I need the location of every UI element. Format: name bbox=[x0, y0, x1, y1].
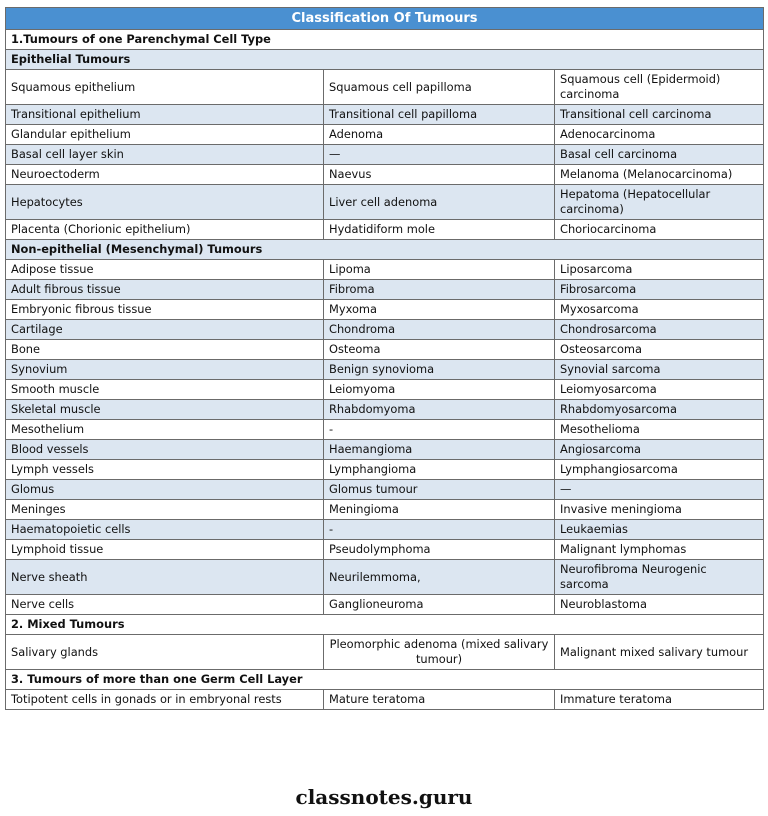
malignant-cell: Lymphangiosarcoma bbox=[555, 460, 764, 480]
table-row bbox=[6, 165, 764, 185]
table-row bbox=[6, 690, 764, 710]
table-row bbox=[6, 540, 764, 560]
footer-watermark: classnotes.guru bbox=[295, 785, 473, 809]
tissue-cell: Adult fibrous tissue bbox=[6, 280, 324, 300]
malignant-cell: Immature teratoma bbox=[555, 690, 764, 710]
tissue-cell: Basal cell layer skin bbox=[6, 145, 324, 165]
tissue-cell: Totipotent cells in gonads or in embryonal rests bbox=[6, 690, 324, 710]
table-row bbox=[6, 440, 764, 460]
subsection-heading: Non-epithelial (Mesenchymal) Tumours bbox=[6, 240, 764, 260]
malignant-cell: Neurofibroma Neurogenic sarcoma bbox=[555, 560, 764, 595]
benign-cell: Benign synovioma bbox=[324, 360, 555, 380]
benign-cell: Mature teratoma bbox=[324, 690, 555, 710]
section-heading: 2. Mixed Tumours bbox=[6, 615, 764, 635]
malignant-cell: Neuroblastoma bbox=[555, 595, 764, 615]
tissue-cell: Smooth muscle bbox=[6, 380, 324, 400]
table-row bbox=[6, 500, 764, 520]
benign-cell: Adenoma bbox=[324, 125, 555, 145]
benign-cell: Lipoma bbox=[324, 260, 555, 280]
table-title: Classification Of Tumours bbox=[6, 8, 764, 30]
classification-table bbox=[5, 7, 764, 710]
malignant-cell: Leukaemias bbox=[555, 520, 764, 540]
tissue-cell: Neuroectoderm bbox=[6, 165, 324, 185]
table-row bbox=[6, 280, 764, 300]
benign-cell: Hydatidiform mole bbox=[324, 220, 555, 240]
tissue-cell: Synovium bbox=[6, 360, 324, 380]
malignant-cell: Liposarcoma bbox=[555, 260, 764, 280]
malignant-cell: Basal cell carcinoma bbox=[555, 145, 764, 165]
benign-cell: Rhabdomyoma bbox=[324, 400, 555, 420]
table-row bbox=[6, 300, 764, 320]
subsection-heading: Epithelial Tumours bbox=[6, 50, 764, 70]
table-row bbox=[6, 320, 764, 340]
tissue-cell: Hepatocytes bbox=[6, 185, 324, 220]
benign-cell: Chondroma bbox=[324, 320, 555, 340]
malignant-cell: Leiomyosarcoma bbox=[555, 380, 764, 400]
tissue-cell: Salivary glands bbox=[6, 635, 324, 670]
malignant-cell: Rhabdomyosarcoma bbox=[555, 400, 764, 420]
tissue-cell: Placenta (Chorionic epithelium) bbox=[6, 220, 324, 240]
benign-cell: Osteoma bbox=[324, 340, 555, 360]
benign-cell: Meningioma bbox=[324, 500, 555, 520]
table-row bbox=[6, 125, 764, 145]
table-row bbox=[6, 260, 764, 280]
malignant-cell: Transitional cell carcinoma bbox=[555, 105, 764, 125]
tissue-cell: Meninges bbox=[6, 500, 324, 520]
benign-cell: Glomus tumour bbox=[324, 480, 555, 500]
table-row bbox=[6, 70, 764, 105]
benign-cell: Leiomyoma bbox=[324, 380, 555, 400]
table-row bbox=[6, 635, 764, 670]
benign-cell: Pseudolymphoma bbox=[324, 540, 555, 560]
tissue-cell: Lymphoid tissue bbox=[6, 540, 324, 560]
table-row bbox=[6, 340, 764, 360]
tissue-cell: Nerve cells bbox=[6, 595, 324, 615]
benign-cell: - bbox=[324, 420, 555, 440]
malignant-cell: Squamous cell (Epidermoid) carcinoma bbox=[555, 70, 764, 105]
tissue-cell: Lymph vessels bbox=[6, 460, 324, 480]
table-row bbox=[6, 185, 764, 220]
malignant-cell: Hepatoma (Hepatocellular carcinoma) bbox=[555, 185, 764, 220]
table-row bbox=[6, 520, 764, 540]
benign-cell: Myxoma bbox=[324, 300, 555, 320]
benign-cell: — bbox=[324, 145, 555, 165]
benign-cell: Transitional cell papilloma bbox=[324, 105, 555, 125]
benign-cell: Pleomorphic adenoma (mixed salivary tumour) bbox=[324, 635, 555, 670]
benign-cell: Lymphangioma bbox=[324, 460, 555, 480]
table-row bbox=[6, 105, 764, 125]
malignant-cell: Malignant mixed salivary tumour bbox=[555, 635, 764, 670]
section-heading: 3. Tumours of more than one Germ Cell Layer bbox=[6, 670, 764, 690]
table-row bbox=[6, 560, 764, 595]
table-row bbox=[6, 360, 764, 380]
tissue-cell: Mesothelium bbox=[6, 420, 324, 440]
malignant-cell: Fibrosarcoma bbox=[555, 280, 764, 300]
malignant-cell: Choriocarcinoma bbox=[555, 220, 764, 240]
table-row bbox=[6, 480, 764, 500]
malignant-cell: Adenocarcinoma bbox=[555, 125, 764, 145]
malignant-cell: Mesothelioma bbox=[555, 420, 764, 440]
benign-cell: Neurilemmoma, bbox=[324, 560, 555, 595]
malignant-cell: Melanoma (Melanocarcinoma) bbox=[555, 165, 764, 185]
table-row bbox=[6, 400, 764, 420]
benign-cell: Haemangioma bbox=[324, 440, 555, 460]
table-row bbox=[6, 595, 764, 615]
malignant-cell: Osteosarcoma bbox=[555, 340, 764, 360]
malignant-cell: Malignant lymphomas bbox=[555, 540, 764, 560]
tissue-cell: Blood vessels bbox=[6, 440, 324, 460]
tissue-cell: Squamous epithelium bbox=[6, 70, 324, 105]
table-row bbox=[6, 460, 764, 480]
benign-cell: Liver cell adenoma bbox=[324, 185, 555, 220]
benign-cell: - bbox=[324, 520, 555, 540]
benign-cell: Ganglioneuroma bbox=[324, 595, 555, 615]
table-row bbox=[6, 380, 764, 400]
tissue-cell: Skeletal muscle bbox=[6, 400, 324, 420]
tissue-cell: Embryonic fibrous tissue bbox=[6, 300, 324, 320]
benign-cell: Squamous cell papilloma bbox=[324, 70, 555, 105]
malignant-cell: Synovial sarcoma bbox=[555, 360, 764, 380]
malignant-cell: Invasive meningioma bbox=[555, 500, 764, 520]
tissue-cell: Adipose tissue bbox=[6, 260, 324, 280]
benign-cell: Fibroma bbox=[324, 280, 555, 300]
tissue-cell: Cartilage bbox=[6, 320, 324, 340]
benign-cell: Naevus bbox=[324, 165, 555, 185]
table-row bbox=[6, 420, 764, 440]
tissue-cell: Bone bbox=[6, 340, 324, 360]
malignant-cell: Myxosarcoma bbox=[555, 300, 764, 320]
malignant-cell: Chondrosarcoma bbox=[555, 320, 764, 340]
table-row bbox=[6, 145, 764, 165]
tissue-cell: Glomus bbox=[6, 480, 324, 500]
tissue-cell: Glandular epithelium bbox=[6, 125, 324, 145]
malignant-cell: Angiosarcoma bbox=[555, 440, 764, 460]
tissue-cell: Nerve sheath bbox=[6, 560, 324, 595]
section-heading: 1.Tumours of one Parenchymal Cell Type bbox=[6, 30, 764, 50]
tissue-cell: Transitional epithelium bbox=[6, 105, 324, 125]
table-row bbox=[6, 220, 764, 240]
malignant-cell: — bbox=[555, 480, 764, 500]
tissue-cell: Haematopoietic cells bbox=[6, 520, 324, 540]
